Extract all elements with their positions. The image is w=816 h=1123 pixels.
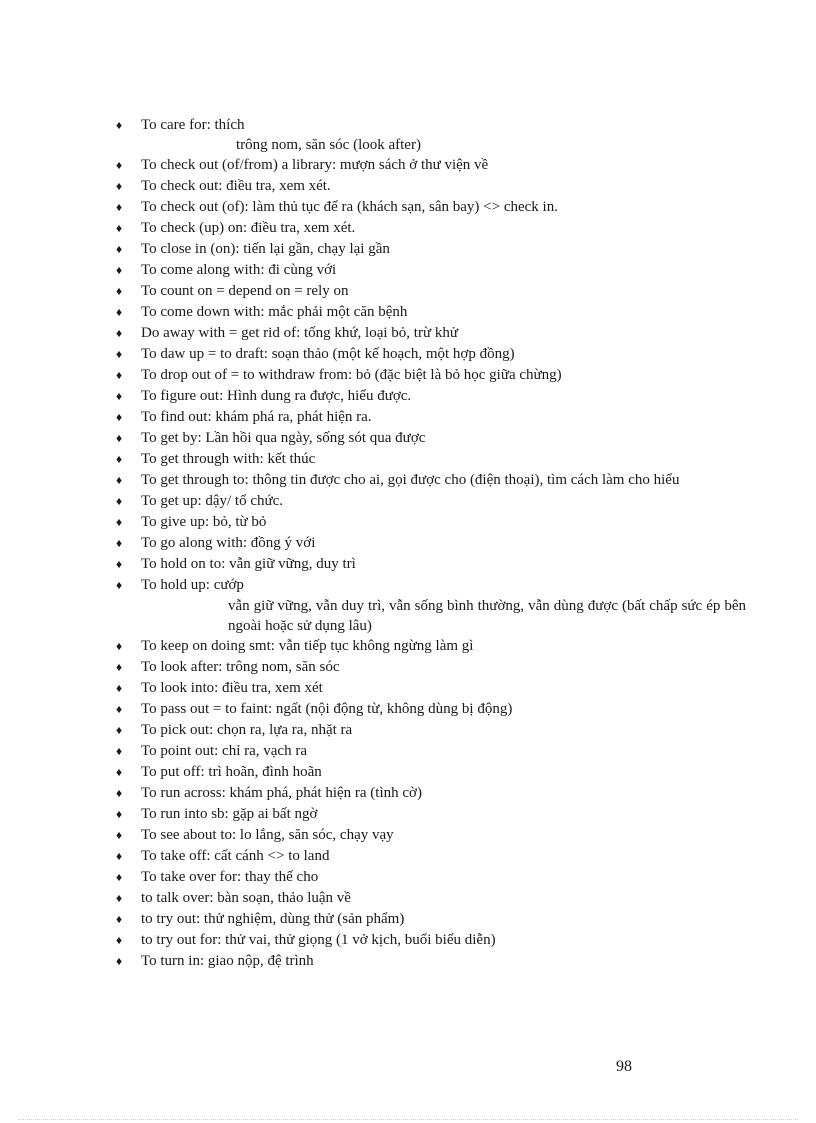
entry-text: to try out: thử nghiệm, dùng thử (sản phẩm) xyxy=(141,911,405,927)
entry-body xyxy=(141,115,746,155)
entry-body xyxy=(141,951,746,972)
diamond-bullet-icon: ♦ xyxy=(116,389,123,403)
phrasal-verb-list xyxy=(116,115,746,972)
entry-body xyxy=(141,407,746,428)
list-item xyxy=(116,449,746,470)
list-item xyxy=(116,365,746,386)
diamond-bullet-icon: ♦ xyxy=(116,305,123,319)
diamond-bullet-icon: ♦ xyxy=(116,284,123,298)
list-item xyxy=(116,470,746,491)
entry-text: to talk over: bàn soạn, thảo luận về xyxy=(141,890,351,906)
entry-body xyxy=(141,344,746,365)
diamond-bullet-icon: ♦ xyxy=(116,807,123,821)
entry-text: To check out (of): làm thủ tục để ra (khách sạn, sân bay) <> check in. xyxy=(141,199,558,215)
entry-body xyxy=(141,428,746,449)
diamond-bullet-icon: ♦ xyxy=(116,723,123,737)
entry-body xyxy=(141,365,746,386)
list-item xyxy=(116,218,746,239)
list-item xyxy=(116,176,746,197)
diamond-bullet-icon: ♦ xyxy=(116,347,123,361)
entry-body xyxy=(141,930,746,951)
list-item xyxy=(116,115,746,155)
list-item xyxy=(116,491,746,512)
list-item xyxy=(116,699,746,720)
entry-text: To go along with: đồng ý với xyxy=(141,535,316,551)
entry-body xyxy=(141,239,746,260)
diamond-bullet-icon: ♦ xyxy=(116,431,123,445)
page-bottom-divider xyxy=(18,1119,798,1120)
diamond-bullet-icon: ♦ xyxy=(116,578,123,592)
entry-body xyxy=(141,218,746,239)
entry-text: To take off: cất cánh <> to land xyxy=(141,848,330,864)
entry-text: Do away with = get rid of: tống khứ, loại bỏ, trừ khử xyxy=(141,325,458,341)
list-item xyxy=(116,407,746,428)
diamond-bullet-icon: ♦ xyxy=(116,179,123,193)
diamond-bullet-icon: ♦ xyxy=(116,870,123,884)
entry-text: To hold up: cướp xyxy=(141,577,244,593)
list-item xyxy=(116,888,746,909)
entry-body xyxy=(141,909,746,930)
page-number: 98 xyxy=(616,1058,632,1075)
entry-body xyxy=(141,260,746,281)
entry-text: To daw up = to draft: soạn thảo (một kế hoạch, một hợp đồng) xyxy=(141,346,515,362)
list-item xyxy=(116,575,746,636)
diamond-bullet-icon: ♦ xyxy=(116,954,123,968)
entry-text: To figure out: Hình dung ra được, hiểu được. xyxy=(141,388,412,404)
entry-body xyxy=(141,762,746,783)
entry-text: To keep on doing smt: vẫn tiếp tục không ngừng làm gì xyxy=(141,638,474,654)
list-item xyxy=(116,762,746,783)
list-item xyxy=(116,323,746,344)
entry-body xyxy=(141,636,746,657)
entry-text: To look into: điều tra, xem xét xyxy=(141,680,323,696)
diamond-bullet-icon: ♦ xyxy=(116,912,123,926)
entry-body xyxy=(141,281,746,302)
entry-text: To point out: chỉ ra, vạch ra xyxy=(141,743,307,759)
entry-body xyxy=(141,533,746,554)
diamond-bullet-icon: ♦ xyxy=(116,681,123,695)
entry-body xyxy=(141,699,746,720)
entry-body xyxy=(141,323,746,344)
diamond-bullet-icon: ♦ xyxy=(116,515,123,529)
entry-body xyxy=(141,720,746,741)
list-item xyxy=(116,302,746,323)
entry-body xyxy=(141,846,746,867)
entry-body xyxy=(141,155,746,176)
entry-body xyxy=(141,783,746,804)
list-item xyxy=(116,197,746,218)
entry-text: To run across: khám phá, phát hiện ra (tình cờ) xyxy=(141,785,422,801)
list-item xyxy=(116,720,746,741)
diamond-bullet-icon: ♦ xyxy=(116,494,123,508)
entry-text: To close in (on): tiến lại gần, chạy lại gần xyxy=(141,241,390,257)
entry-text: To find out: khám phá ra, phát hiện ra. xyxy=(141,409,372,425)
list-item xyxy=(116,386,746,407)
list-item xyxy=(116,951,746,972)
entry-body xyxy=(141,302,746,323)
entry-body xyxy=(141,741,746,762)
entry-body xyxy=(141,386,746,407)
list-item xyxy=(116,657,746,678)
list-item xyxy=(116,930,746,951)
entry-text: To take over for: thay thế cho xyxy=(141,869,319,885)
entry-text: To hold on to: vẫn giữ vững, duy trì xyxy=(141,556,356,572)
diamond-bullet-icon: ♦ xyxy=(116,849,123,863)
entry-text: To look after: trông nom, săn sóc xyxy=(141,659,340,675)
entry-text: to try out for: thử vai, thử giọng (1 vở kịch, buổi biểu diễn) xyxy=(141,932,496,948)
list-item xyxy=(116,428,746,449)
diamond-bullet-icon: ♦ xyxy=(116,702,123,716)
entry-body xyxy=(141,575,746,636)
diamond-bullet-icon: ♦ xyxy=(116,263,123,277)
diamond-bullet-icon: ♦ xyxy=(116,786,123,800)
diamond-bullet-icon: ♦ xyxy=(116,828,123,842)
entry-text: To check out: điều tra, xem xét. xyxy=(141,178,331,194)
list-item xyxy=(116,239,746,260)
list-item xyxy=(116,260,746,281)
list-item xyxy=(116,281,746,302)
entry-body xyxy=(141,825,746,846)
diamond-bullet-icon: ♦ xyxy=(116,242,123,256)
diamond-bullet-icon: ♦ xyxy=(116,536,123,550)
list-item xyxy=(116,155,746,176)
diamond-bullet-icon: ♦ xyxy=(116,473,123,487)
entry-text: To drop out of = to withdraw from: bỏ (đặc biệt là bỏ học giữa chừng) xyxy=(141,367,562,383)
entry-body xyxy=(141,197,746,218)
entry-body xyxy=(141,804,746,825)
entry-text: To pick out: chọn ra, lựa ra, nhặt ra xyxy=(141,722,353,738)
entry-body xyxy=(141,470,746,491)
list-item xyxy=(116,825,746,846)
diamond-bullet-icon: ♦ xyxy=(116,660,123,674)
entry-text: To count on = depend on = rely on xyxy=(141,283,349,299)
entry-text: To come along with: đi cùng với xyxy=(141,262,337,278)
entry-body xyxy=(141,554,746,575)
diamond-bullet-icon: ♦ xyxy=(116,410,123,424)
entry-text: To get through with: kết thúc xyxy=(141,451,316,467)
entry-continuation: vẫn giữ vững, vẫn duy trì, vẫn sống bình thường, vẫn dùng được (bất chấp sức ép bên ngoài hoặc sử dụng lâu) xyxy=(228,598,746,634)
diamond-bullet-icon: ♦ xyxy=(116,221,123,235)
diamond-bullet-icon: ♦ xyxy=(116,765,123,779)
entry-text: To come down with: mắc phải một căn bệnh xyxy=(141,304,408,320)
entry-text: To get through to: thông tin được cho ai, gọi được cho (điện thoại), tìm cách làm cho hiểu xyxy=(141,472,680,488)
diamond-bullet-icon: ♦ xyxy=(116,158,123,172)
entry-text: To give up: bỏ, từ bỏ xyxy=(141,514,267,530)
diamond-bullet-icon: ♦ xyxy=(116,326,123,340)
entry-body xyxy=(141,491,746,512)
list-item xyxy=(116,512,746,533)
entry-text: To check (up) on: điều tra, xem xét. xyxy=(141,220,356,236)
list-item xyxy=(116,867,746,888)
entry-text: To care for: thích xyxy=(141,117,245,133)
entry-body xyxy=(141,176,746,197)
entry-continuation: trông nom, săn sóc (look after) xyxy=(236,137,421,153)
diamond-bullet-icon: ♦ xyxy=(116,639,123,653)
entry-text: To get by: Lần hồi qua ngày, sống sót qua được xyxy=(141,430,426,446)
list-item xyxy=(116,636,746,657)
entry-body xyxy=(141,512,746,533)
diamond-bullet-icon: ♦ xyxy=(116,118,123,132)
entry-body xyxy=(141,449,746,470)
list-item xyxy=(116,846,746,867)
diamond-bullet-icon: ♦ xyxy=(116,933,123,947)
diamond-bullet-icon: ♦ xyxy=(116,557,123,571)
diamond-bullet-icon: ♦ xyxy=(116,452,123,466)
list-item xyxy=(116,554,746,575)
list-item xyxy=(116,678,746,699)
diamond-bullet-icon: ♦ xyxy=(116,368,123,382)
entry-body xyxy=(141,867,746,888)
list-item xyxy=(116,533,746,554)
diamond-bullet-icon: ♦ xyxy=(116,744,123,758)
entry-body xyxy=(141,657,746,678)
list-item xyxy=(116,909,746,930)
entry-text: To get up: dậy/ tổ chức. xyxy=(141,493,284,509)
list-item xyxy=(116,344,746,365)
entry-text: To run into sb: gặp ai bất ngờ xyxy=(141,806,318,822)
entry-body xyxy=(141,678,746,699)
list-item xyxy=(116,783,746,804)
entry-text: To check out (of/from) a library: mượn sách ở thư viện về xyxy=(141,157,489,173)
list-item xyxy=(116,741,746,762)
entry-text: To turn in: giao nộp, đệ trình xyxy=(141,953,314,969)
diamond-bullet-icon: ♦ xyxy=(116,200,123,214)
entry-body xyxy=(141,888,746,909)
entry-text: To put off: trì hoãn, đình hoãn xyxy=(141,764,322,780)
list-item xyxy=(116,804,746,825)
diamond-bullet-icon: ♦ xyxy=(116,891,123,905)
entry-text: To see about to: lo lắng, săn sóc, chạy vạy xyxy=(141,827,394,843)
entry-text: To pass out = to faint: ngất (nội động từ, không dùng bị động) xyxy=(141,701,513,717)
